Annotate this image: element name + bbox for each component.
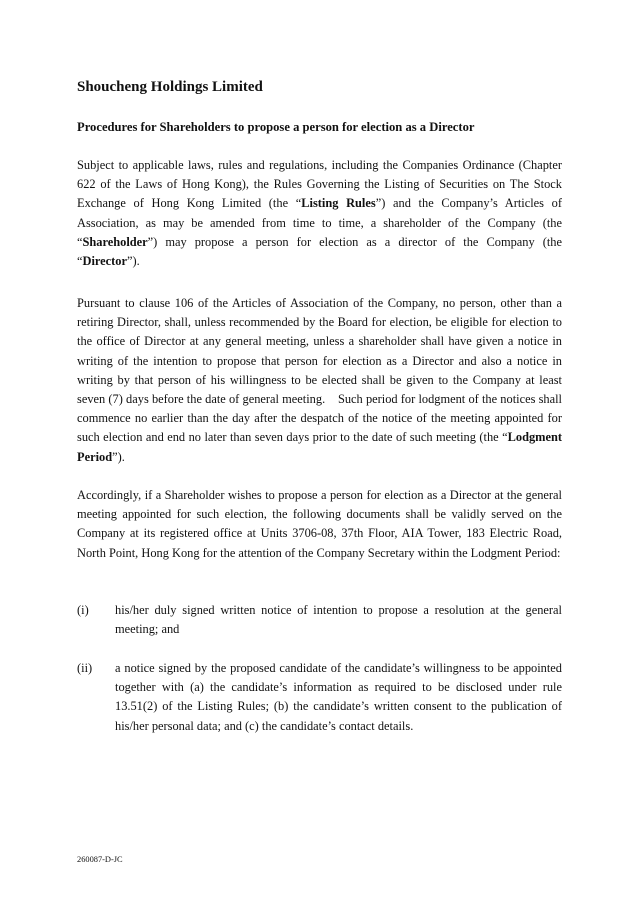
list-item-number: (i) xyxy=(77,603,89,617)
text-run: ”) may propose a person for election as a director of the Company (the “ xyxy=(77,234,562,269)
list-item-text: his/her duly signed written notice of intention to propose a resolution at the general meeting; and xyxy=(115,603,562,637)
paragraph-documents-served: Accordingly, if a Shareholder wishes to propose a person for election as a Director at the general meeting appointed for such election, the following documents shall be validly served on the Company at its registered office at Units 3706-08, 37th Floor, AIA Tower, 183 Electric Road, North Point, Hong Kong for the attention of the Company Secretary within the Lodgment Period: xyxy=(77,488,562,560)
defined-term-listing-rules: Listing Rules xyxy=(301,196,376,211)
list-item xyxy=(77,659,562,736)
text-run: ”). xyxy=(112,449,125,464)
company-name-title: Shoucheng Holdings Limited xyxy=(77,79,263,95)
list-item-text: a notice signed by the proposed candidate of the candidate’s willingness to be appointed together with (a) the candidate’s information as required to be disclosed under rule 13.51(2) of the Listing Rules; (b) the candidate’s written consent to the publication of his/her personal data; and (c) the candidate’s contact details. xyxy=(115,661,562,733)
footer-reference-code: 260087-D-JC xyxy=(77,855,123,864)
text-run: ”) and the Company’s Articles of Association, as may be amended from time to time, a shareholder of the Company (the “ xyxy=(77,196,562,249)
paragraph-applicable-laws xyxy=(77,156,562,271)
text-run: Pursuant to clause 106 of the Articles of Association of the Company, no person, other than a retiring Director, shall, unless recommended by the Board for election, be eligible for election to the office of Director at any general meeting, unless a shareholder shall have given a notice in writing of the intention to propose that person for election as a Director and also a notice in writing by that person of his willingness to be elected shall be given to the Company at least seven (7) days before the date of general meeting. Such period for lodgment of the notices shall commence no earlier than the day after the despatch of the notice of the meeting appointed for such election and end no later than seven days prior to the date of such meeting (the “ xyxy=(77,296,562,445)
defined-term-shareholder: Shareholder xyxy=(82,234,148,249)
defined-term-director: Director xyxy=(82,254,127,269)
defined-term-lodgment-period: Lodgment Period xyxy=(77,430,562,464)
text-run: ”). xyxy=(127,254,140,269)
list-item-number: (ii) xyxy=(77,661,93,675)
section-heading: Procedures for Shareholders to propose a person for election as a Director xyxy=(77,120,475,134)
list-item xyxy=(77,601,562,639)
paragraph-clause-106 xyxy=(77,294,562,467)
text-run: Subject to applicable laws, rules and regulations, including the Companies Ordinance (Chapter 622 of the Laws of Hong Kong), the Rules Governing the Listing of Securities on The Stock Exchange of Hong Kong Limited (the “ xyxy=(77,158,562,211)
